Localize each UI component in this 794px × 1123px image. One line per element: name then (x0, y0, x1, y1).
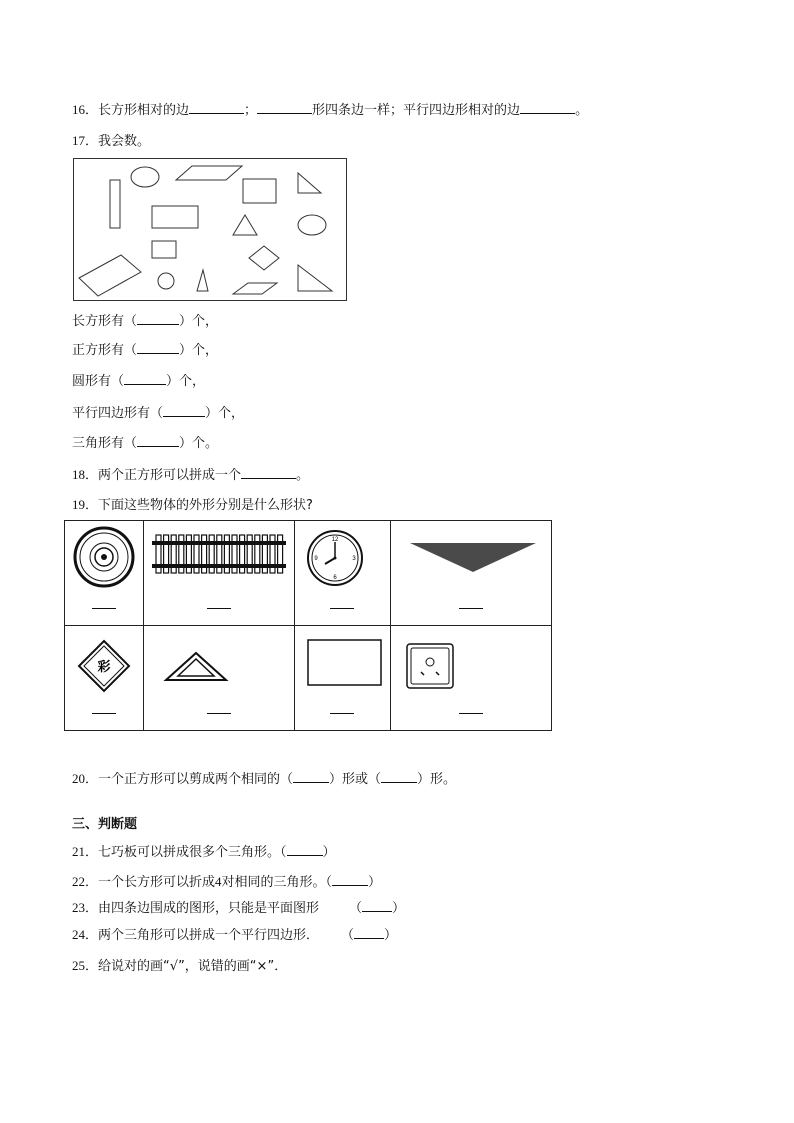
object-cell-socket (391, 626, 552, 731)
question-text: 对相同的三角形。（ (221, 875, 333, 890)
wall-socket-icon (391, 626, 551, 731)
question-20 (72, 770, 456, 789)
count-label: ）个。 (179, 436, 219, 451)
answer-blank[interactable] (330, 713, 354, 714)
object-cell-disc (65, 521, 144, 626)
disc-icon (65, 521, 143, 626)
question-text: 由四条边围成的图形，只能是平面图形 (98, 901, 320, 916)
answer-blank[interactable] (207, 608, 231, 609)
answer-blank[interactable] (381, 770, 417, 783)
question-text: 形四条边一样；平行四边形相对的边 (312, 103, 521, 118)
question-text: 给说对的画“ (98, 959, 170, 974)
question-text: ”． (267, 959, 288, 974)
count-squares (72, 341, 218, 360)
object-cell-triangle-flag (391, 521, 552, 626)
clock-numeral: 6 (332, 575, 337, 581)
question-text: ） (368, 875, 382, 890)
answer-blank[interactable] (520, 101, 575, 114)
question-number: 19． (72, 497, 99, 512)
question-25 (72, 957, 287, 976)
object-cell-railway (143, 521, 294, 626)
answer-blank[interactable] (287, 843, 323, 856)
count-label: 长方形有（ (72, 314, 138, 329)
question-number: 17． (72, 133, 99, 148)
answer-blank[interactable] (137, 312, 179, 325)
clock-icon (295, 521, 391, 626)
narrow-triangle-shape (197, 270, 208, 291)
parallelogram-shape (176, 166, 242, 180)
answer-blank[interactable] (124, 372, 166, 385)
objects-table (64, 520, 552, 731)
count-label: ）个， (179, 343, 219, 358)
set-square-icon (144, 626, 294, 731)
circle-shape (158, 273, 174, 289)
question-number: 21． (72, 844, 99, 859)
question-21 (72, 843, 336, 862)
answer-blank[interactable] (459, 608, 483, 609)
small-square-shape (152, 241, 176, 258)
question-text: 下面这些物体的外形分别是什么形状? (98, 498, 313, 513)
diamond-sign-icon (65, 626, 143, 731)
question-text: ）形或（ (329, 772, 382, 787)
question-23 (72, 899, 405, 918)
question-number: 24． (72, 927, 99, 942)
question-number: 23． (72, 900, 99, 915)
question-text: 长方形相对的边 (98, 103, 190, 118)
question-text: ） (384, 928, 398, 943)
question-text: 两个三角形可以拼成一个平行四边形． (98, 928, 320, 943)
question-text: 一个长方形可以折成 (98, 875, 216, 890)
object-cell-sign (65, 626, 144, 731)
cross-mark: × (256, 959, 268, 974)
count-circles (72, 372, 205, 391)
question-text: ） (392, 901, 406, 916)
question-text: 。 (575, 103, 589, 118)
shapes-figure (73, 158, 347, 301)
inverted-triangle-icon (391, 521, 551, 626)
parallelogram-shape (79, 255, 141, 296)
question-22 (72, 873, 381, 892)
count-parallelograms (72, 404, 244, 423)
rhombus-shape (249, 246, 279, 270)
triangle-shape (298, 173, 321, 193)
answer-blank[interactable] (241, 466, 296, 479)
question-24 (72, 926, 397, 945)
question-text: ） (322, 845, 336, 860)
answer-blank[interactable] (163, 404, 205, 417)
answer-blank[interactable] (332, 873, 368, 886)
answer-blank[interactable] (330, 608, 354, 609)
question-number: 22． (72, 874, 99, 889)
question-text: ）形。 (417, 772, 457, 787)
question-text: 七巧板可以拼成很多个三角形。（ (98, 845, 287, 860)
question-text: （ (349, 901, 363, 916)
question-text: ”，说错的画“ (178, 959, 257, 974)
count-label: 三角形有（ (72, 436, 138, 451)
answer-blank[interactable] (207, 713, 231, 714)
rectangle-board-icon (295, 626, 391, 731)
answer-blank[interactable] (92, 713, 116, 714)
question-text: 两个正方形可以拼成一个 (98, 468, 242, 483)
count-label: ）个， (205, 406, 245, 421)
question-17 (72, 132, 150, 151)
answer-blank[interactable] (459, 713, 483, 714)
answer-blank[interactable] (92, 608, 116, 609)
count-label: 圆形有（ (72, 374, 125, 389)
question-text: 我会数。 (98, 134, 151, 149)
answer-blank[interactable] (362, 899, 392, 912)
triangle-shape (298, 265, 332, 291)
answer-blank[interactable] (354, 926, 384, 939)
answer-blank[interactable] (137, 341, 179, 354)
object-cell-set-square (143, 626, 294, 731)
triangle-shape (233, 215, 257, 235)
check-mark: √ (169, 959, 179, 974)
question-text: ； (244, 103, 258, 118)
answer-blank[interactable] (257, 101, 312, 114)
question-text: （ (341, 928, 355, 943)
ellipse-shape (298, 215, 326, 235)
clock-numeral: 3 (351, 556, 356, 562)
clock-numeral: 12 (331, 537, 338, 543)
tall-rectangle-shape (110, 180, 120, 228)
object-cell-rectangle (294, 626, 391, 731)
square-shape (243, 179, 276, 203)
shapes-drawing (74, 159, 346, 300)
answer-blank[interactable] (137, 434, 179, 447)
parallelogram-shape (233, 283, 277, 294)
answer-blank[interactable] (189, 101, 244, 114)
count-label: ）个， (179, 314, 219, 329)
count-label: ）个， (166, 374, 206, 389)
question-number-inline: 4 (215, 874, 222, 889)
question-19 (72, 496, 313, 515)
count-label: 正方形有（ (72, 343, 138, 358)
section-heading: 三、判断题 (72, 817, 138, 832)
question-text: 。 (296, 468, 310, 483)
object-cell-clock (294, 521, 391, 626)
question-number: 16． (72, 102, 99, 117)
count-triangles (72, 434, 218, 453)
question-number: 18． (72, 467, 99, 482)
railway-track-icon (144, 521, 294, 626)
question-18 (72, 466, 309, 485)
answer-blank[interactable] (293, 770, 329, 783)
count-rectangles (72, 312, 218, 331)
question-number: 20． (72, 771, 99, 786)
question-number: 25． (72, 958, 99, 973)
count-label: 平行四边形有（ (72, 406, 164, 421)
rectangle-shape (152, 206, 198, 228)
question-16 (72, 101, 588, 120)
question-text: 一个正方形可以剪成两个相同的（ (98, 772, 294, 787)
sign-glyph: 彩 (97, 660, 111, 675)
clock-numeral: 9 (313, 556, 318, 562)
ellipse-shape (131, 167, 159, 187)
